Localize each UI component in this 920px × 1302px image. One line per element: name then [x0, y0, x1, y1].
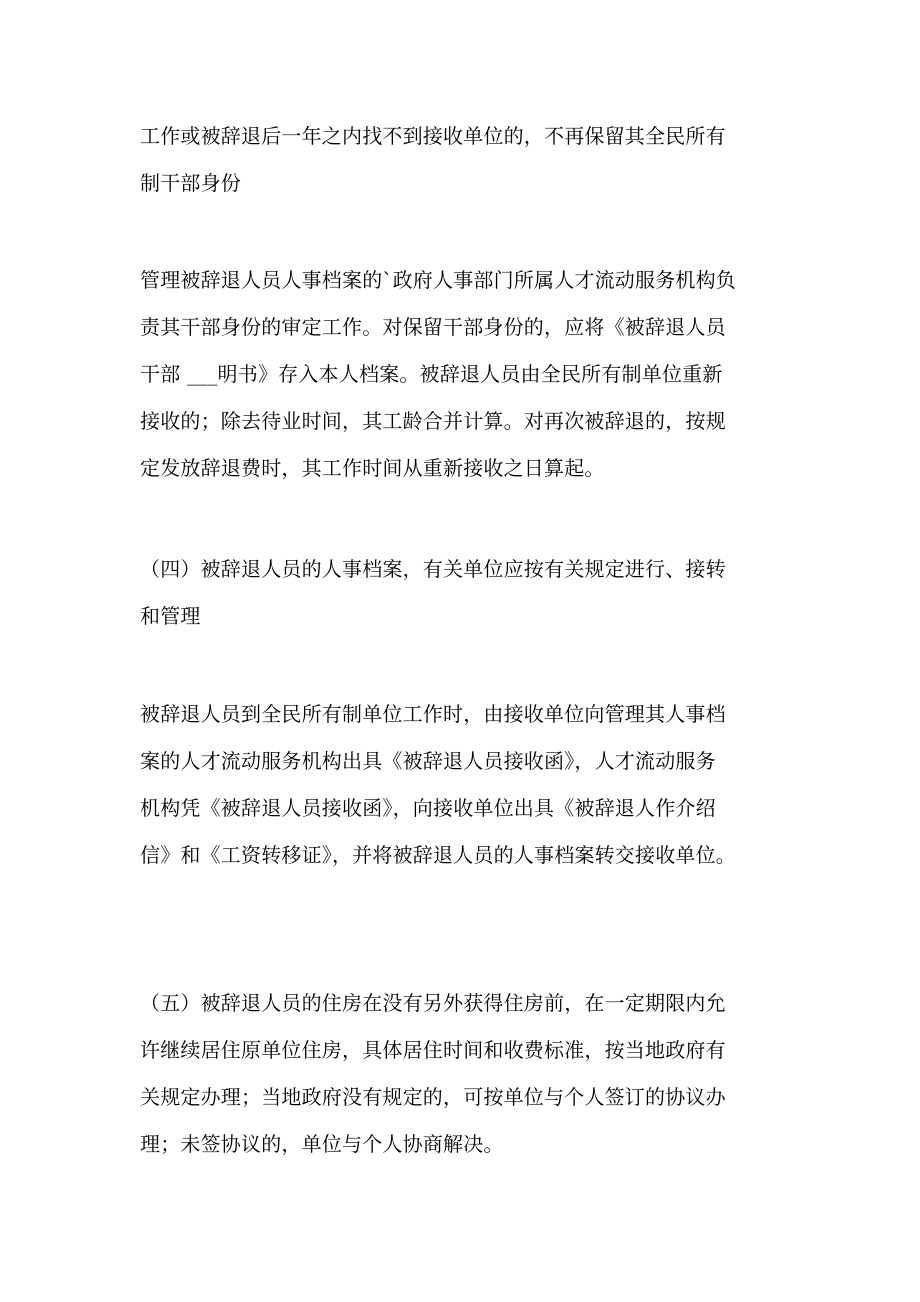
text-line: 机构凭《被辞退人员接收函》，向接收单位出具《被辞退人作介绍 [140, 796, 716, 820]
text-line: （四）被辞退人员的人事档案，有关单位应按有关规定进行、接转 [140, 557, 726, 581]
text-line: 接收的；除去待业时间，其工龄合并计算。对再次被辞退的，按规 [140, 409, 726, 433]
text-line: 许继续居住原单位住房，具体居住时间和收费标准，按当地政府有 [140, 1038, 726, 1062]
text-line: 关规定办理；当地政府没有规定的，可按单位与个人签订的协议办 [140, 1085, 726, 1109]
text-line: 信》和《工资转移证》，并将被辞退人员的人事档案转交接收单位。 [140, 843, 736, 867]
text-line: 理；未签协议的，单位与个人协商解决。 [140, 1132, 504, 1156]
text-line: 干部 ___明书》存入本人档案。被辞退人员由全民所有制单位重新 [140, 362, 723, 386]
text-line: 被辞退人员到全民所有制单位工作时，由接收单位向管理其人事档 [140, 702, 726, 726]
paragraph-2 [140, 257, 780, 492]
paragraph-4 [140, 691, 780, 879]
text-line: 案的人才流动服务机构出具《被辞退人员接收函》，人才流动服务 [140, 749, 716, 773]
text-line: 制干部身份 [140, 171, 241, 195]
text-line: 和管理 [140, 604, 201, 628]
text-line: 定发放辞退费时，其工作时间从重新接收之日算起。 [140, 456, 605, 480]
text-line: 管理被辞退人员人事档案的`政府人事部门所属人才流动服务机构负 [140, 268, 736, 292]
text-line: 责其干部身份的审定工作。对保留干部身份的，应将《被辞退人员 [140, 315, 726, 339]
paragraph-5 [140, 980, 780, 1168]
paragraph-3 [140, 546, 780, 640]
text-line: 工作或被辞退后一年之内找不到接收单位的，不再保留其全民所有 [140, 124, 726, 148]
text-line: （五）被辞退人员的住房在没有另外获得住房前，在一定期限内允 [140, 991, 726, 1015]
paragraph-1 [140, 113, 780, 207]
